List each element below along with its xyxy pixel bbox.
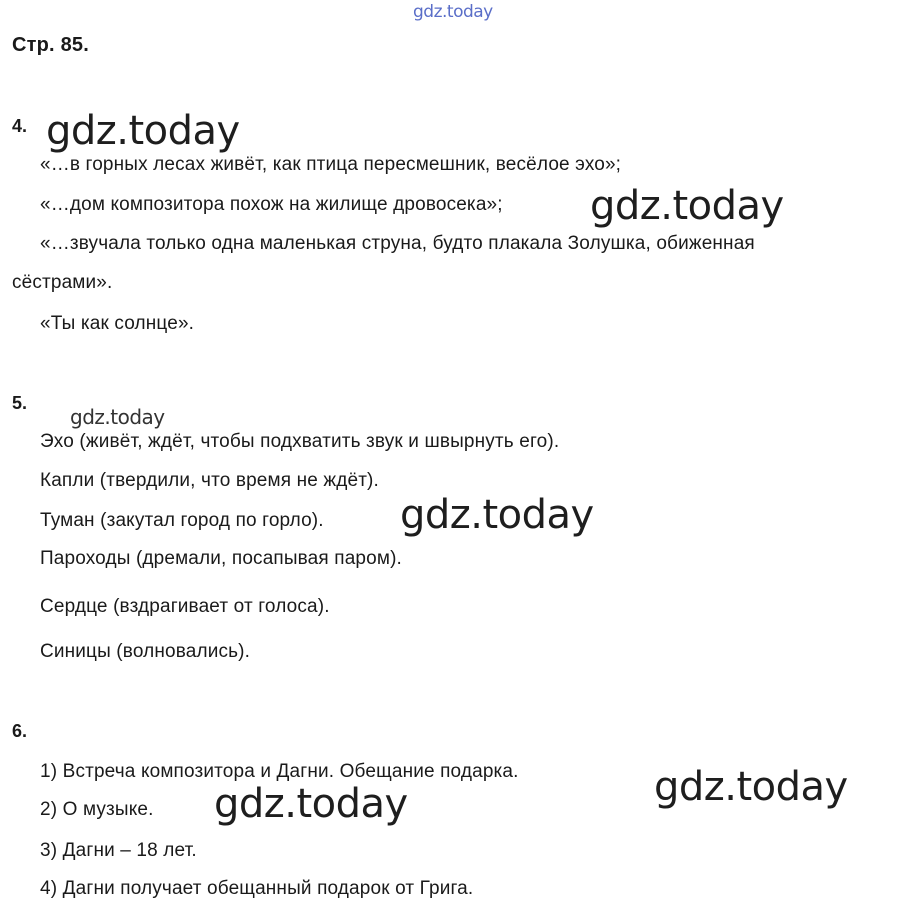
task-4-line: «…в горных лесах живёт, как птица пересмешник, весёлое эхо»;	[40, 154, 622, 175]
watermark: gdz.today	[400, 492, 594, 538]
task-6-number: 6.	[12, 721, 28, 741]
task-6-line: 4) Дагни получает обещанный подарок от Грига.	[40, 878, 474, 899]
task-6-line: 2) О музыке.	[40, 799, 154, 820]
watermark: gdz.today	[46, 108, 240, 154]
task-5-line: Синицы (волновались).	[40, 641, 251, 662]
task-5-line: Пароходы (дремали, посапывая паром).	[40, 548, 402, 569]
task-6-line: 1) Встреча композитора и Дагни. Обещание подарка.	[40, 761, 519, 782]
watermark-top: gdz.today	[413, 2, 493, 22]
task-6-line: 3) Дагни – 18 лет.	[40, 840, 197, 861]
watermark: gdz.today	[590, 183, 784, 229]
task-4-line: сёстрами».	[12, 272, 113, 293]
task-4-line: «…звучала только одна маленькая струна, будто плакала Золушка, обиженная	[40, 233, 755, 254]
watermark: gdz.today	[214, 781, 408, 827]
task-5-number: 5.	[12, 393, 28, 413]
watermark: gdz.today	[654, 764, 848, 810]
watermark: gdz.today	[70, 405, 165, 429]
task-5-line: Туман (закутал город по горло).	[40, 510, 324, 531]
task-5-line: Капли (твердили, что время не ждёт).	[40, 470, 379, 491]
task-5-line: Сердце (вздрагивает от голоса).	[40, 596, 330, 617]
task-4-line: «…дом композитора похож на жилище дровосека»;	[40, 194, 503, 215]
task-4-number: 4.	[12, 116, 28, 136]
task-5-line: Эхо (живёт, ждёт, чтобы подхватить звук и швырнуть его).	[40, 431, 560, 452]
page-heading: Стр. 85.	[12, 34, 89, 56]
task-4-line: «Ты как солнце».	[40, 313, 195, 334]
